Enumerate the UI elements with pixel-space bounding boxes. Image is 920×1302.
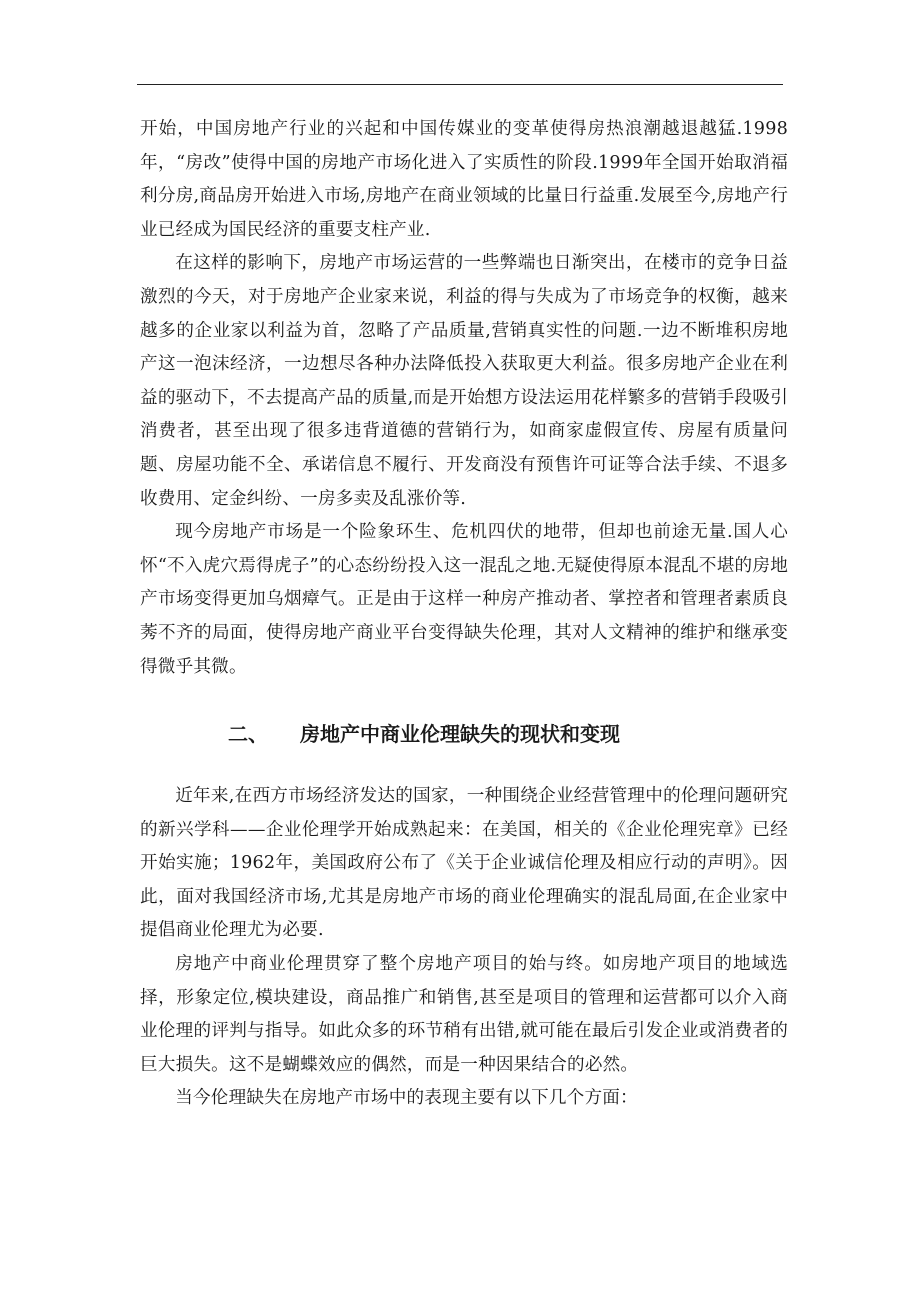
paragraph: 在这样的影响下，房地产市场运营的一些弊端也日渐突出，在楼市的竞争日益激烈的今天，对于房地产企业家来说，利益的得与失成为了市场竞争的权衡，越来越多的企业家以利益为首，忽略了产品质量,营销真实性的问题.一边不断堆积房地产这一泡沫经济，一边想尽各种办法降低投入获取更大利益。很多房地产企业在利益的驱动下，不去提高产品的质量,而是开始想方设法运用花样繁多的营销手段吸引消费者，甚至出现了很多违背道德的营销行为，如商家虚假宣传、房屋有质量问题、房屋功能不全、承诺信息不履行、开发商没有预售许可证等合法手续、不退多收费用、定金纠纷、一房多卖及乱涨价等. (140, 253, 788, 509)
document-body (140, 113, 788, 1116)
header-rule (137, 84, 783, 85)
section-heading (140, 714, 788, 754)
paragraph: 现今房地产市场是一个险象环生、危机四伏的地带，但却也前途无量.国人心怀“不入虎穴焉得虎子”的心态纷纷投入这一混乱之地.无疑使得原本混乱不堪的房地产市场变得更加乌烟瘴气。正是由于这样一种房产推动者、掌控者和管理者素质良莠不齐的局面，使得房地产商业平台变得缺失伦理，其对人文精神的维护和继承变得微乎其微。 (140, 522, 788, 677)
paragraph: 房地产中商业伦理贯穿了整个房地产项目的始与终。如房地产项目的地域选择，形象定位,模块建设，商品推广和销售,甚至是项目的管理和运营都可以介入商业伦理的评判与指导。如此众多的环节稍有出错,就可能在最后引发企业或消费者的巨大损失。这不是蝴蝶效应的偶然，而是一种因果结合的必然。 (140, 954, 788, 1075)
section-title: 房地产中商业伦理缺失的现状和变现 (300, 722, 620, 747)
paragraph: 当今伦理缺失在房地产市场中的表现主要有以下几个方面： (175, 1088, 638, 1109)
paragraph: 近年来,在西方市场经济发达的国家，一种围绕企业经营管理中的伦理问题研究的新兴学科——企业伦理学开始成熟起来：在美国，相关的《企业伦理宪章》已经开始实施；1962年，美国政府公布了《关于企业诚信伦理及相应行动的声明》。因此，面对我国经济市场,尤其是房地产市场的商业伦理确实的混乱局面,在企业家中提倡商业伦理尤为必要. (140, 786, 788, 941)
section-number: 二、 (228, 722, 268, 747)
paragraph: 开始，中国房地产行业的兴起和中国传媒业的变革使得房热浪潮越退越猛.1998年，“房改”使得中国的房地产市场化进入了实质性的阶段.1999年全国开始取消福利分房,商品房开始进入市场,房地产在商业领域的比量日行益重.发展至今,房地产行业已经成为国民经济的重要支柱产业. (140, 119, 788, 240)
